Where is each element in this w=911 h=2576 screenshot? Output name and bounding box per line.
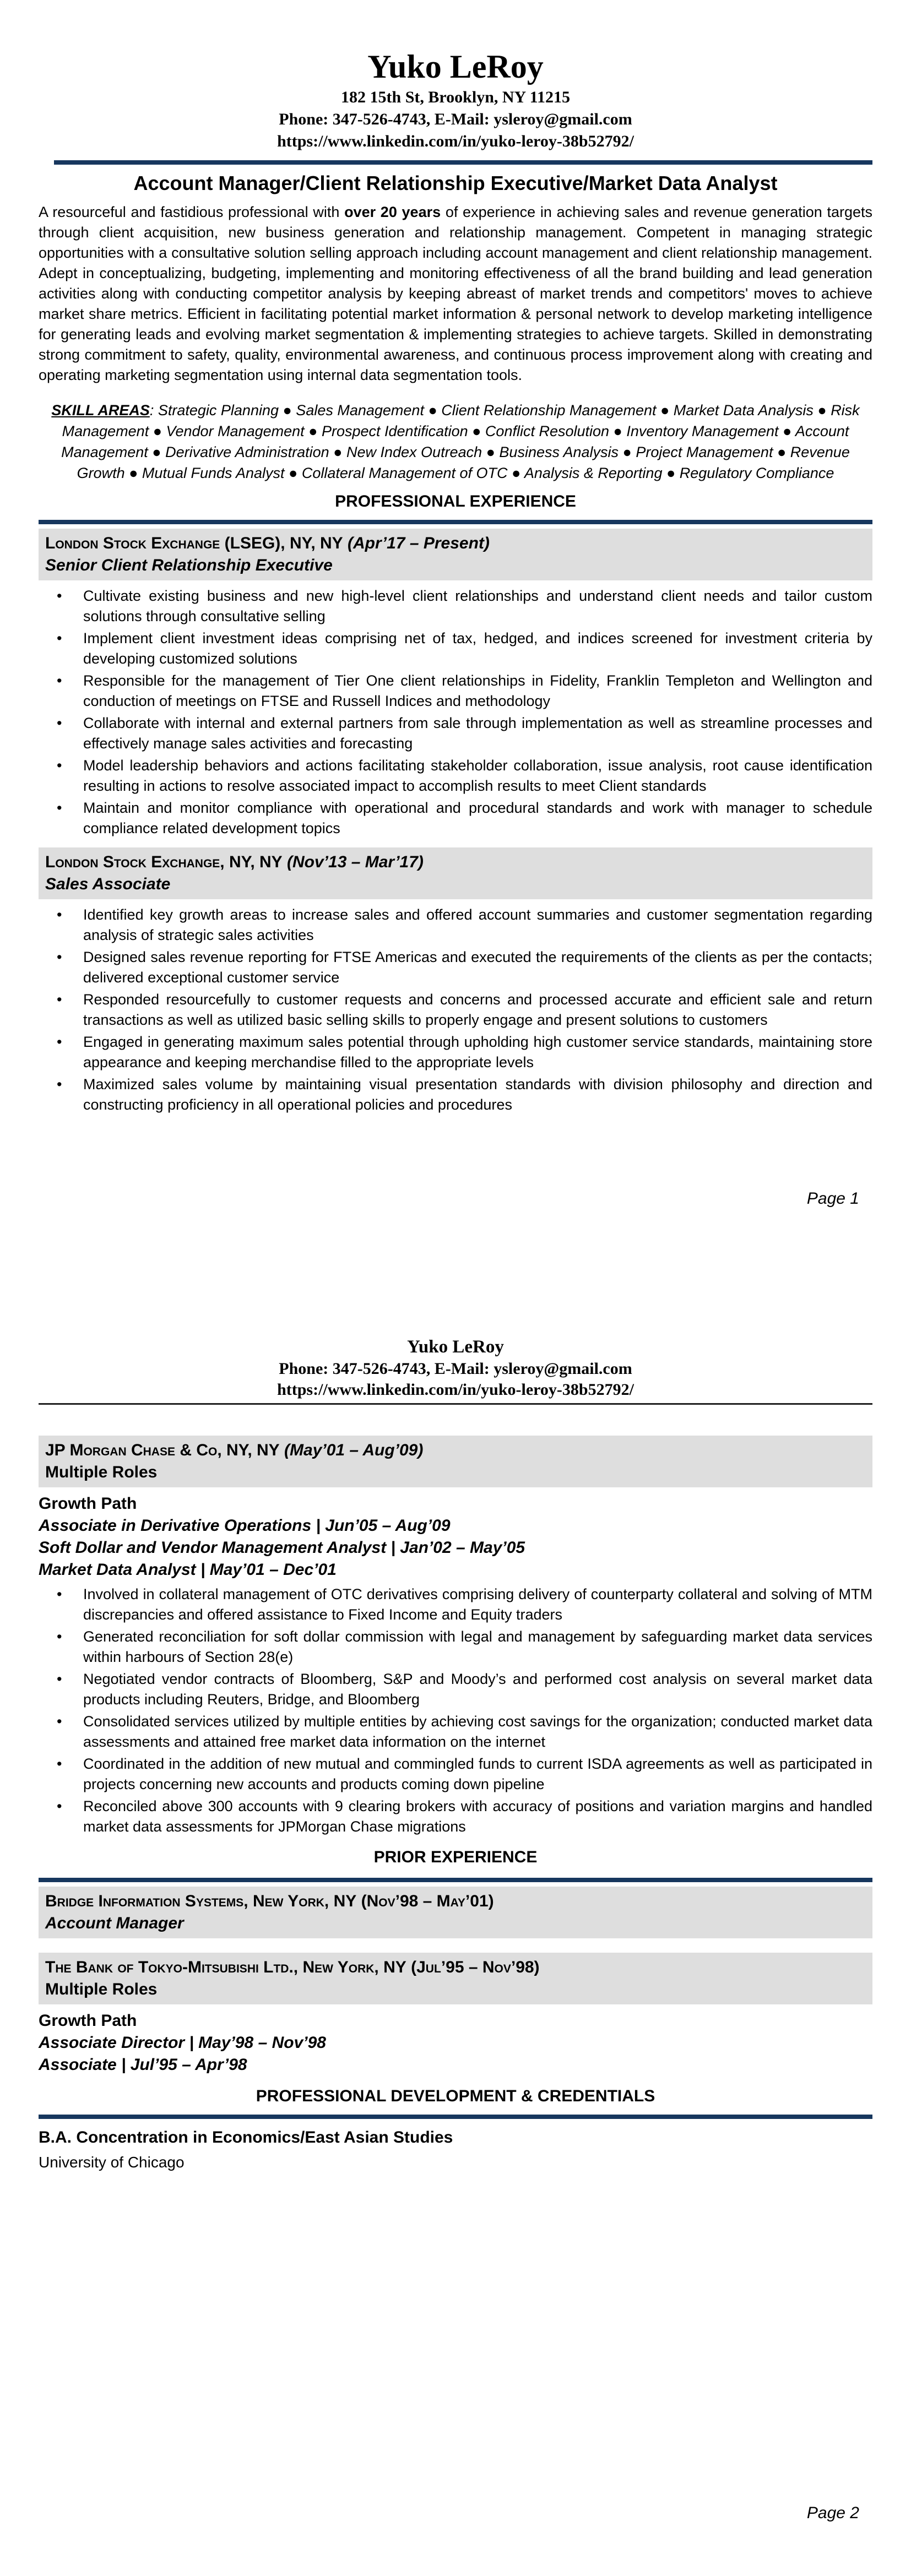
job-bullets-jpmorgan [39, 1584, 872, 1837]
job-header-tokyo-mitsubishi [39, 1953, 872, 2004]
skill-areas-list: Strategic Planning ● Sales Management ● Client Relationship Management ● Market Data Analysis ● Risk Management ● Vendor Management ● Prospect Identification ● Conflict Resolution ● Inventory Management ● Account Management ● Derivative Administration ● New Index Outreach ● Business Analysis ● Project Management ● Revenue Growth ● Mutual Funds Analyst ● Collateral Management of OTC ● Analysis & Reporting ● Regulatory Compliance [61, 402, 860, 481]
bullet-item: • Collaborate with internal and external partners from sale through implementation as well as streamline processes and effectively manage sales activities and forecasting [39, 713, 872, 754]
employment-dates: (Jul’95 – Nov’98) [411, 1958, 540, 1976]
summary-before: A resourceful and fastidious professional with [39, 204, 345, 220]
role-history-item: Market Data Analyst | May’01 – Dec’01 [39, 1561, 337, 1579]
header-divider [39, 1403, 872, 1405]
address-line: 182 15th St, Brooklyn, NY 11215 [341, 88, 570, 106]
page2-content [39, 1335, 872, 2173]
credentials-heading: PROFESSIONAL DEVELOPMENT & CREDENTIALS [256, 2087, 655, 2105]
bullet-item: • Designed sales revenue reporting for FTSE Americas and executed the requirements of the clients as per the contacts; delivered exceptional customer service [39, 947, 872, 988]
summary-paragraph [39, 202, 872, 385]
job-title: Senior Client Relationship Executive [45, 556, 333, 574]
bullet-item: • Reconciled above 300 accounts with 9 clearing brokers with accuracy of positions and variation margins and handled market data assessments for JPMorgan Chase migrations [39, 1796, 872, 1837]
multiple-roles-label: Multiple Roles [45, 1463, 158, 1481]
employment-dates: (Nov’98 – May’01) [361, 1892, 494, 1910]
bullet-item: • Identified key growth areas to increase sales and offered account summaries and customer segmentation regarding analysis of strategic sales activities [39, 905, 872, 945]
role-history-item: Soft Dollar and Vendor Management Analyst | Jan’02 – May’05 [39, 1539, 525, 1557]
phone-email-line: Phone: 347-526-4743, E-Mail: ysleroy@gmail.com [279, 110, 632, 128]
company-line [45, 532, 866, 555]
employment-dates: (Apr’17 – Present) [348, 534, 490, 552]
bullet-item: • Implement client investment ideas comprising net of tax, hedged, and indices screened for investment criteria by developing customized solutions [39, 628, 872, 669]
candidate-name: Yuko LeRoy [367, 48, 544, 85]
bullet-item: • Coordinated in the addition of new mutual and commingled funds to current ISDA agreements as well as participated in projects concerning new accounts and products coming down pipeline [39, 1754, 872, 1795]
company-name: London Stock Exchange (LSEG), NY, NY [45, 534, 343, 552]
job-header-bridge [39, 1887, 872, 1938]
bullet-item: • Cultivate existing business and new high-level client relationships and understand client needs and tailor custom solutions through consultative selling [39, 586, 872, 627]
candidate-name: Yuko LeRoy [407, 1337, 504, 1357]
skill-areas-paragraph [39, 400, 872, 483]
bullet-item: • Consolidated services utilized by multiple entities by achieving cost savings for the organization; conducted market data assessments and attained free market data information on the internet [39, 1711, 872, 1752]
bullet-item: • Negotiated vendor contracts of Bloomberg, S&P and Moody’s and performed cost analysis on several market data products including Reuters, Bridge, and Bloomberg [39, 1669, 872, 1710]
company-name: JP Morgan Chase & Co, NY, NY [45, 1441, 280, 1459]
job-title: Account Manager [45, 1914, 184, 1932]
page-number: Page 1 [806, 1189, 859, 1208]
employment-dates: (May’01 – Aug’09) [284, 1441, 424, 1459]
company-line [45, 1890, 866, 1912]
bullet-item: • Maintain and monitor compliance with operational and procedural standards and work with manager to schedule compliance related development topics [39, 798, 872, 839]
phone-email-line: Phone: 347-526-4743, E-Mail: ysleroy@gmail.com [279, 1360, 632, 1378]
company-line [45, 851, 866, 873]
bullet-item: • Maximized sales volume by maintaining visual presentation standards with division philosophy and direction and constructing proficiency in all operational policies and procedures [39, 1074, 872, 1115]
job-header-lseg-current [39, 529, 872, 580]
section-divider [39, 1878, 872, 1882]
bullet-item: • Responded resourcefully to customer requests and concerns and processed accurate and efficient sale and return transactions as well as utilized basic selling skills to properly engage and present solutions to customers [39, 990, 872, 1030]
employment-dates: (Nov’13 – Mar’17) [287, 853, 424, 871]
job-bullets-lseg-current [39, 586, 872, 839]
company-line [45, 1957, 866, 1979]
job-title: Sales Associate [45, 875, 171, 893]
bullet-item: • Responsible for the management of Tier One client relationships in Fidelity, Franklin Templeton and Wellington and conduction of meetings on FTSE and Russell Indices and methodology [39, 671, 872, 711]
page-number: Page 2 [806, 2504, 859, 2522]
role-history-item: Associate Director | May’98 – Nov’98 [39, 2034, 326, 2052]
role-history-item: Associate | Jul’95 – Apr’98 [39, 2056, 247, 2074]
multiple-roles-label: Multiple Roles [45, 1980, 158, 1998]
skill-areas-separator: : [149, 402, 158, 419]
skill-areas-label: SKILL AREAS [51, 402, 150, 419]
linkedin-url[interactable]: https://www.linkedin.com/in/yuko-leroy-38b52792/ [277, 1381, 634, 1399]
professional-experience-heading: PROFESSIONAL EXPERIENCE [335, 492, 576, 510]
bullet-item: • Engaged in generating maximum sales potential through upholding high customer service standards, maintaining store appearance and keeping merchandise filled to the appropriate levels [39, 1032, 872, 1073]
growth-path-label: Growth Path [39, 2012, 137, 2030]
job-header-jpmorgan [39, 1436, 872, 1487]
job-header-lseg-sales [39, 847, 872, 899]
bullet-item: • Generated reconciliation for soft dollar commission with legal and management by safeguarding market data services within harbours of Section 28(e) [39, 1627, 872, 1667]
summary-bold: over 20 years [344, 204, 441, 220]
company-line [45, 1439, 866, 1461]
company-name: London Stock Exchange, NY, NY [45, 853, 283, 871]
resume-page-2 [0, 1288, 911, 2576]
school-line: University of Chicago [39, 2154, 185, 2171]
section-divider [39, 520, 872, 524]
section-divider [39, 2115, 872, 2119]
prior-experience-heading: PRIOR EXPERIENCE [373, 1848, 538, 1866]
page1-content [39, 47, 872, 1115]
bullet-item: • Involved in collateral management of OTC derivatives comprising delivery of counterparty collateral and solving of MTM discrepancies and offered assistance to Fixed Income and Equity traders [39, 1584, 872, 1625]
role-history-item: Associate in Derivative Operations | Jun’05 – Aug’09 [39, 1517, 451, 1535]
section-divider [54, 160, 872, 165]
resume-headline: Account Manager/Client Relationship Executive/Market Data Analyst [133, 172, 778, 194]
bullet-item: • Model leadership behaviors and actions facilitating stakeholder collaboration, issue analysis, root cause identification resulting in actions to resolve associated impact to accomplish results to meet Client standards [39, 756, 872, 796]
linkedin-url[interactable]: https://www.linkedin.com/in/yuko-leroy-38b52792/ [277, 132, 634, 150]
growth-path-label: Growth Path [39, 1494, 137, 1513]
company-name: The Bank of Tokyo-Mitsubishi Ltd., New York, NY [45, 1958, 406, 1976]
degree-line: B.A. Concentration in Economics/East Asian Studies [39, 2128, 453, 2146]
summary-after: of experience in achieving sales and revenue generation targets through client acquisition, new business generation and relationship management. Competent in managing strategic opportunities with a consultative solution selling approach including account management and client relationship management. Adept in conceptualizing, budgeting, implementing and monitoring effectiveness of all the brand building and lead generation activities along with conducting competitor analysis by keeping abreast of market trends and competitors' moves to achieve market share metrics. Efficient in facilitating potential market information & personal network to develop marketing intelligence for generating leads and evolving market segmentation & implementing strategies to achieve targets. Skilled in demonstrating strong commitment to safety, quality, environmental awareness, and continuous process improvement along with creating and operating marketing segmentation using internal data segmentation tools. [39, 204, 873, 383]
company-name: Bridge Information Systems, New York, NY [45, 1892, 357, 1910]
job-bullets-lseg-sales [39, 905, 872, 1115]
